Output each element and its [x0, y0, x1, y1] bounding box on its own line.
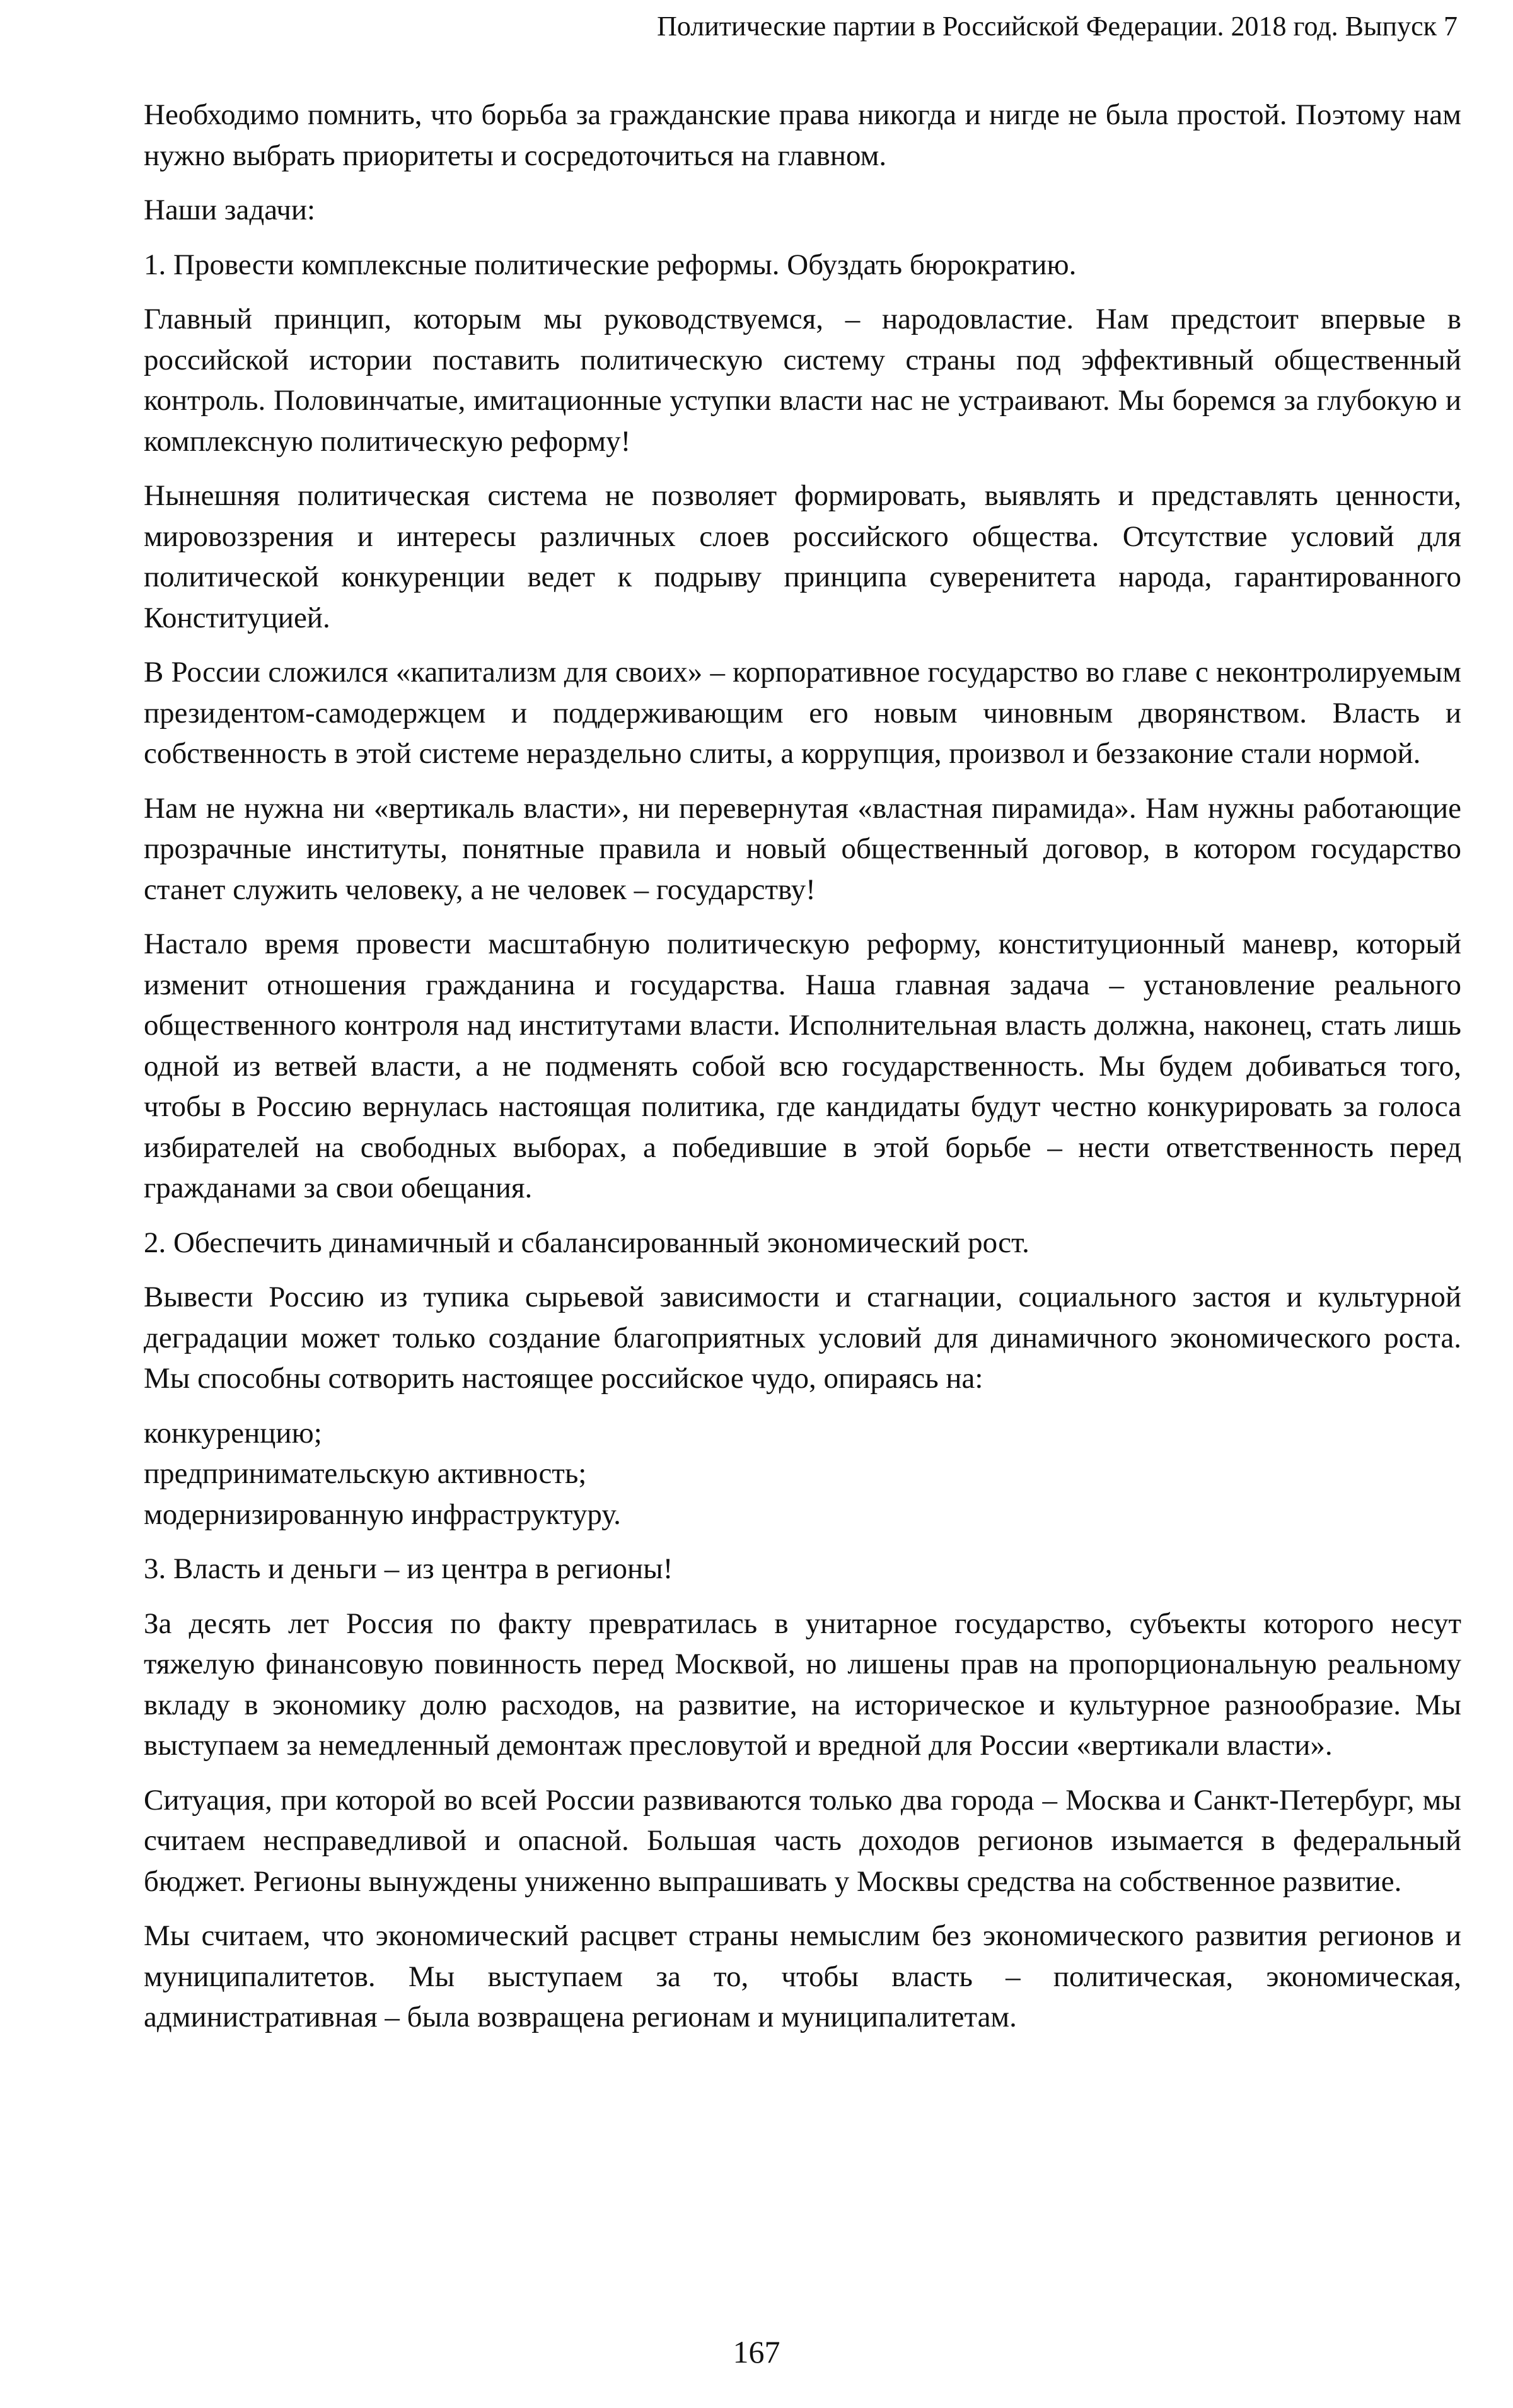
paragraph-reform: Настало время провести масштабную политическую реформу, конституционный маневр, который изменит отношения гражданина и государства. Наша главная задача – установление реального общественного контроля над институтами власти. Исполнительная власть должна, наконец, стать лишь одной из ветвей власти, а не подменять собой всю государственность. Мы будем добиваться того, чтобы в Россию вернулась настоящая политика, где кандидаты будут честно конкурировать за голоса избирателей на свободных выборах, а победившие в этой борьбе – нести ответственность перед гражданами за свои обещания. — [144, 928, 1461, 1204]
task-1-heading: 1. Провести комплексные политические реформы. Обуздать бюрократию. — [144, 248, 1077, 281]
body-text — [144, 95, 1461, 2052]
list-item: конкуренцию; — [144, 1416, 322, 1450]
running-header: Политические партии в Российской Федерации. 2018 год. Выпуск 7 — [657, 11, 1458, 42]
paragraph-economy: Вывести Россию из тупика сырьевой зависимости и стагнации, социального застоя и культурной деградации может только создание благоприятных условий для динамичного экономического роста. Мы способны сотворить настоящее российское чудо, опираясь на: — [144, 1281, 1461, 1395]
list-item: предпринимательскую активность; — [144, 1457, 587, 1490]
paragraph-unitary-state: За десять лет Россия по факту превратилась в унитарное государство, субъекты которого несут тяжелую финансовую повинность перед Москвой, но лишены прав на пропорциональную реальному вкладу в экономику долю расходов, на развитие, на историческое и культурное разнообразие. Мы выступаем за немедленный демонтаж пресловутой и вредной для России «вертикали власти». — [144, 1607, 1461, 1762]
paragraph-principle: Главный принцип, которым мы руководствуемся, – народовластие. Нам предстоит впервые в российской истории поставить политическую систему страны под эффективный общественный контроль. Половинчатые, имитационные уступки власти нас не устраивают. Мы боремся за глубокую и комплексную политическую реформу! — [144, 303, 1461, 458]
tasks-label: Наши задачи: — [144, 194, 316, 226]
paragraph-capitalism: В России сложился «капитализм для своих» – корпоративное государство во главе с неконтролируемым президентом-самодержцем и поддерживающим его новым чиновным дворянством. Власть и собственность в этой системе нераздельно слиты, а коррупция, произвол и беззаконие стали нормой. — [144, 656, 1461, 770]
task-3-heading: 3. Власть и деньги – из центра в регионы! — [144, 1552, 673, 1585]
task-2-heading: 2. Обеспечить динамичный и сбалансированный экономический рост. — [144, 1226, 1029, 1259]
paragraph-vertical: Нам не нужна ни «вертикаль власти», ни перевернутая «властная пирамида». Нам нужны работающие прозрачные институты, понятные правила и новый общественный договор, в котором государство станет служить человеку, а не человек – государству! — [144, 791, 1461, 906]
page-number: 167 — [733, 2334, 780, 2370]
paragraph-regions: Мы считаем, что экономический расцвет страны немыслим без экономического развития регионов и муниципалитетов. Мы выступаем за то, чтобы власть – политическая, экономическая, административная – была возвращена регионам и муниципалитетам. — [144, 1919, 1461, 2033]
economy-list — [144, 1413, 1461, 1535]
list-item: модернизированную инфраструктуру. — [144, 1498, 621, 1531]
paragraph-political-system: Нынешняя политическая система не позволяет формировать, выявлять и представлять ценности, мировоззрения и интересы различных слоев российского общества. Отсутствие условий для политической конкуренции ведет к подрыву принципа суверенитета народа, гарантированного Конституцией. — [144, 479, 1461, 634]
paragraph-intro: Необходимо помнить, что борьба за гражданские права никогда и нигде не была простой. Поэтому нам нужно выбрать приоритеты и сосредоточиться на главном. — [144, 98, 1461, 172]
paragraph-two-cities: Ситуация, при которой во всей России развиваются только два города – Москва и Санкт-Петербург, мы считаем несправедливой и опасной. Большая часть доходов регионов изымается в федеральный бюджет. Регионы вынуждены униженно выпрашивать у Москвы средства на собственное развитие. — [144, 1783, 1461, 1898]
